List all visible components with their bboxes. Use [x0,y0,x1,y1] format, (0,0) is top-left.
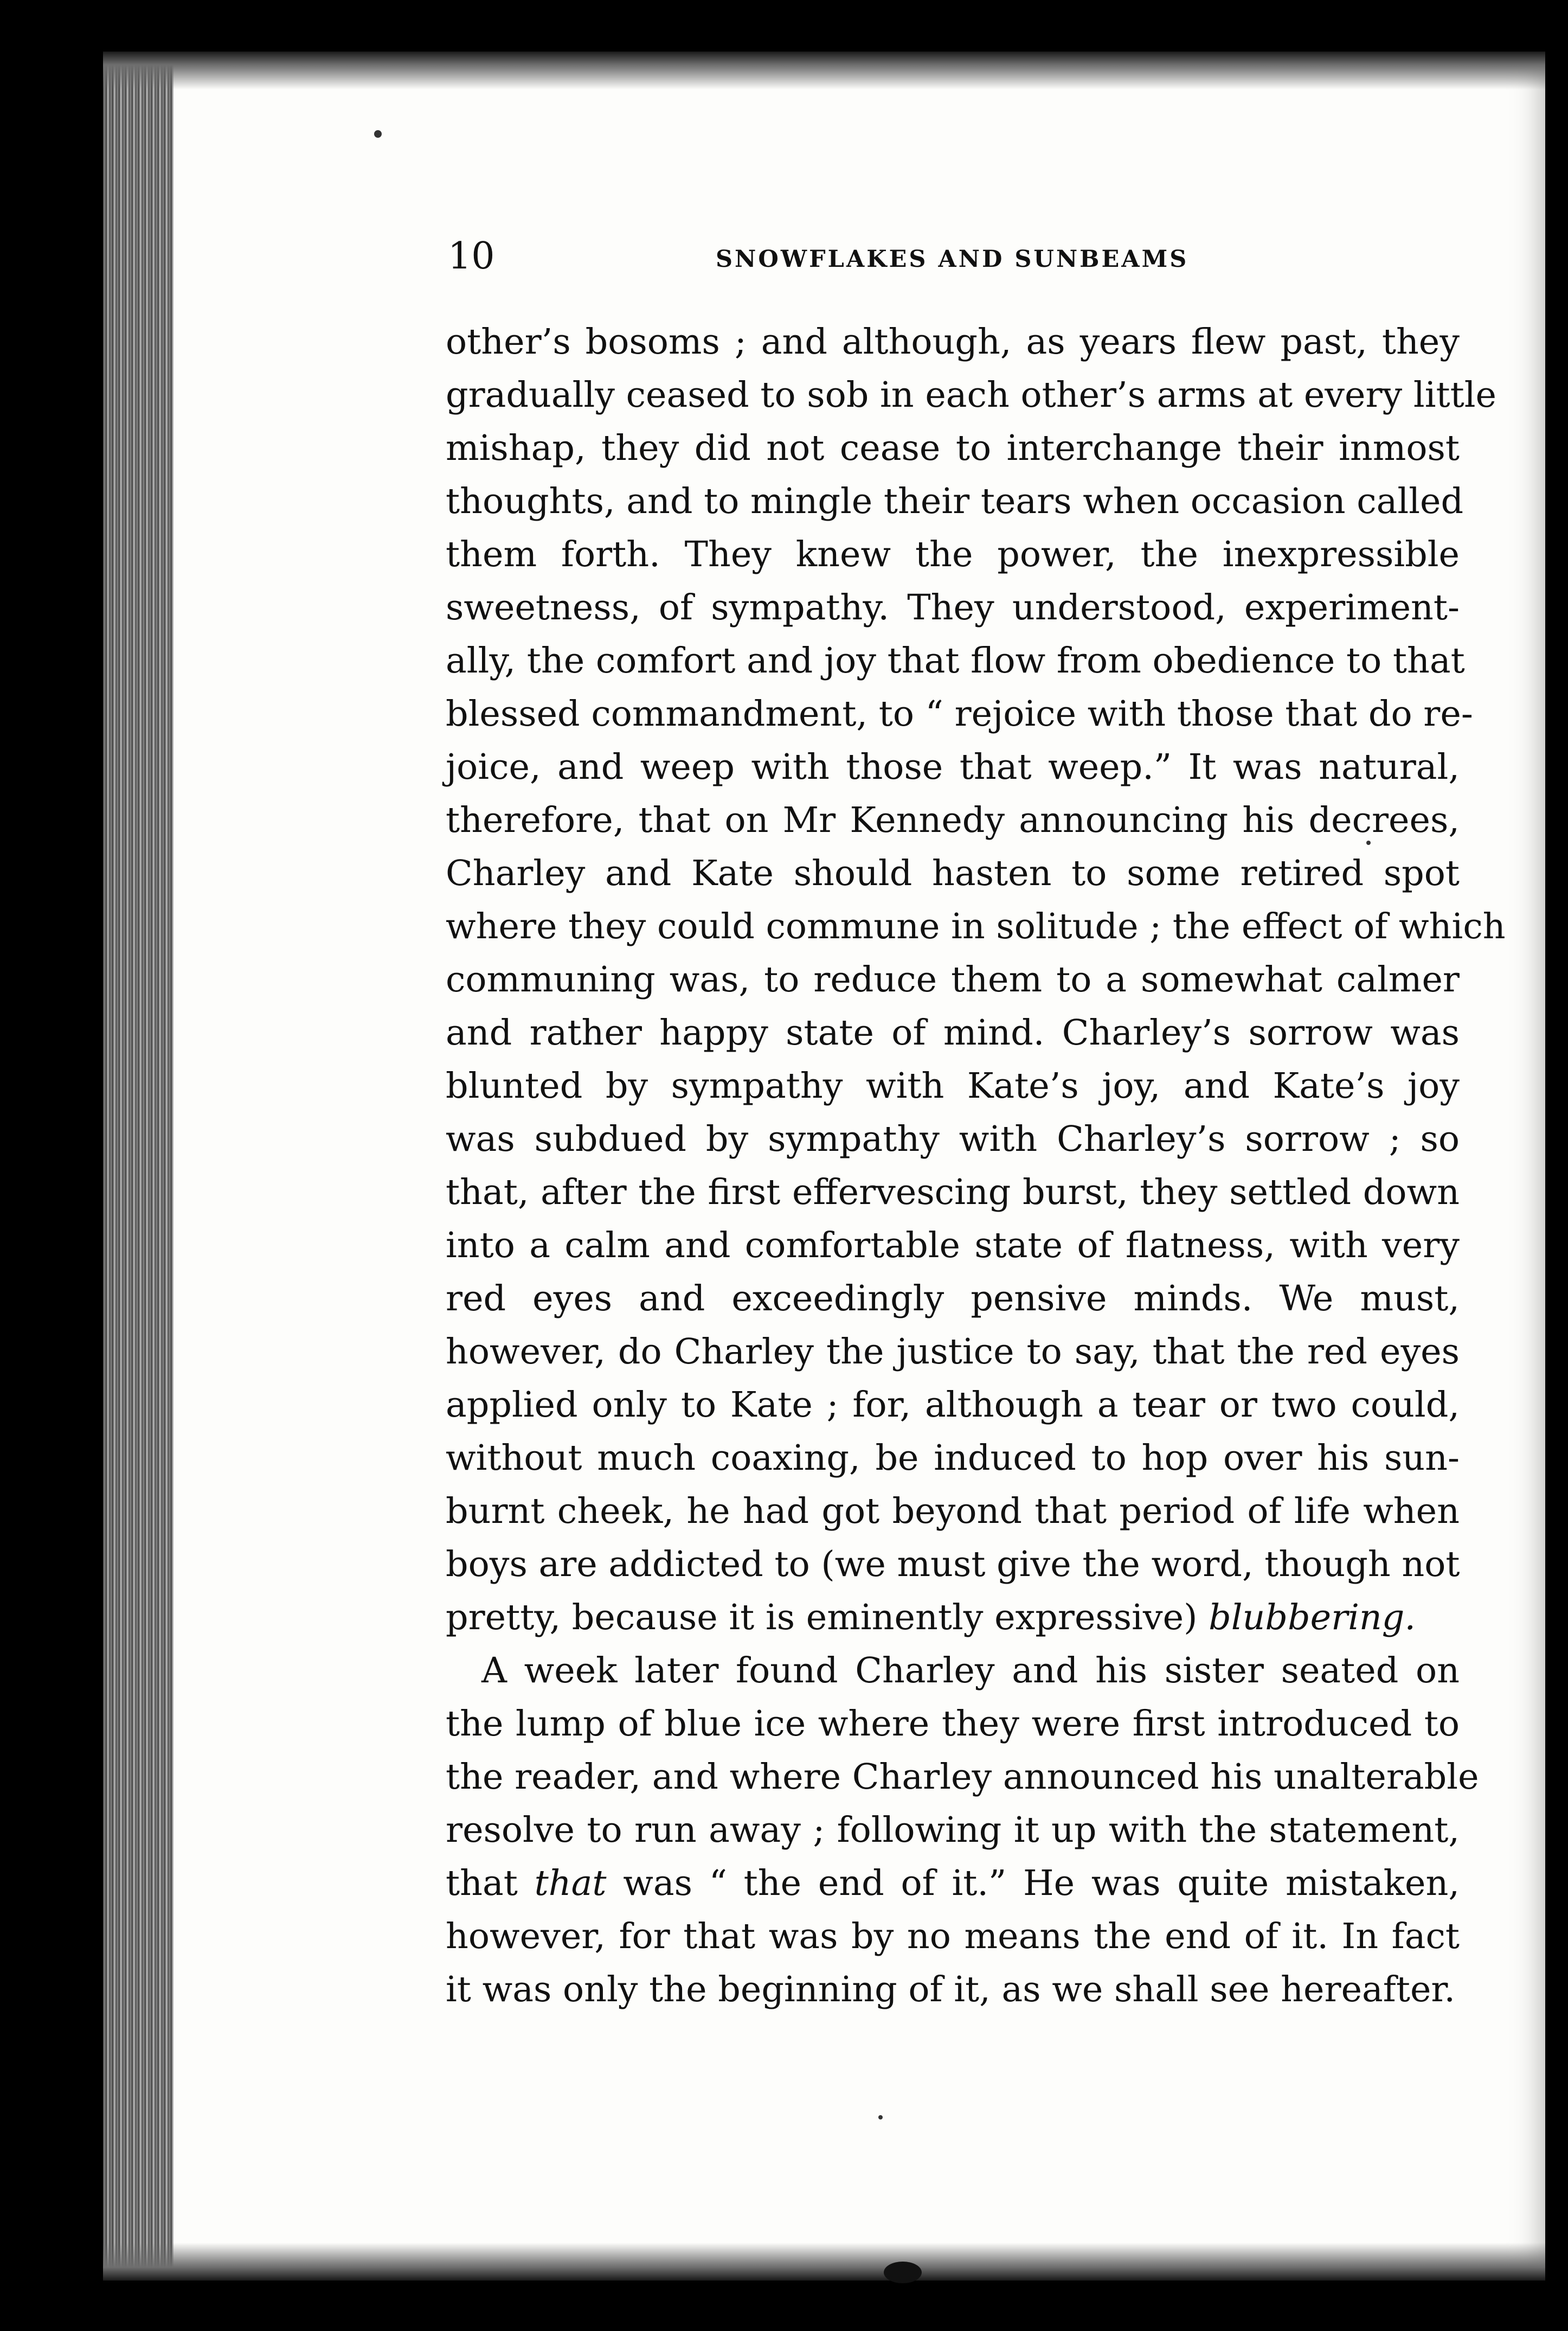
body-text [446,316,1506,2016]
paragraph-2 [446,1644,1479,2016]
text-line: communing was, to reduce them to a somewhat calmer [446,959,1460,1000]
text-line-last [446,1591,1460,1644]
text-line: where they could commune in solitude ; the effect of which [446,906,1506,947]
text-line: resolve to run away ; following it up with the statement, [446,1810,1460,1850]
text-line: A week later found Charley and his sister seated on [481,1650,1460,1691]
text-line: however, do Charley the justice to say, that the red eyes [446,1331,1460,1372]
text-fragment: pretty, because it is eminently expressive) [446,1597,1209,1638]
text-line: applied only to Kate ; for, although a tear or two could, [446,1385,1460,1425]
text-line: was subdued by sympathy with Charley’s sorrow ; so [446,1119,1460,1160]
text-line: ally, the comfort and joy that flow from obedience to that [446,641,1465,681]
text-line: gradually ceased to sob in each other’s arms at every little [446,375,1497,415]
italic-word: blubbering. [1209,1597,1416,1638]
text-line: therefore, that on Mr Kennedy announcing his decrees, [446,800,1460,841]
page-header [448,232,1458,281]
scan-speck [878,2115,883,2119]
text-fragment: that [446,1863,535,1904]
text-line: joice, and weep with those that weep.” It was natural, [446,747,1460,787]
text-line: that, after the first effervescing burst, they settled down [446,1172,1460,1213]
text-line: however, for that was by no means the end of it. In fact [446,1916,1460,1957]
scan-speck [884,2262,922,2283]
page-number: 10 [448,235,495,278]
text-line: burnt cheek, he had got beyond that period of life when [446,1491,1460,1532]
running-title: SNOWFLAKES AND SUNBEAMS [716,246,1189,273]
text-line: blessed commandment, to “ rejoice with those that do re- [446,694,1473,734]
text-line-last: it was only the beginning of it, as we shall see hereafter. [446,1969,1456,2010]
page-top-shadow [103,52,1545,89]
text-line: blunted by sympathy with Kate’s joy, and Kate’s joy [446,1066,1460,1106]
text-line: into a calm and comfortable state of flatness, with very [446,1225,1460,1266]
page-edge-shadow [103,52,173,2281]
page-bottom-shadow [103,2243,1545,2281]
scan-speck [1366,841,1371,845]
text-line: other’s bosoms ; and although, as years flew past, they [446,322,1460,362]
text-line: red eyes and exceedingly pensive minds. We must, [446,1278,1460,1319]
text-line: Charley and Kate should hasten to some retired spot [446,853,1460,894]
text-line: thoughts, and to mingle their tears when occasion called [446,481,1464,522]
paragraph-1 [446,316,1506,1644]
scan-speck [374,130,382,138]
text-line: the reader, and where Charley announced his unalterable [446,1757,1479,1797]
text-line: them forth. They knew the power, the inexpressible [446,534,1460,575]
text-fragment: was “ the end of it.” He was quite mistaken, [606,1863,1460,1904]
text-line: and rather happy state of mind. Charley’s sorrow was [446,1013,1460,1053]
text-line: the lump of blue ice where they were first introduced to [446,1704,1460,1744]
text-line: sweetness, of sympathy. They understood, experiment- [446,587,1460,628]
text-line: boys are addicted to (we must give the word, though not [446,1544,1460,1585]
italic-word: that [534,1863,607,1904]
text-line-with-italic [446,1857,1460,1910]
text-line: mishap, they did not cease to interchange their inmost [446,428,1460,469]
text-line: without much coaxing, be induced to hop over his sun- [446,1438,1460,1478]
